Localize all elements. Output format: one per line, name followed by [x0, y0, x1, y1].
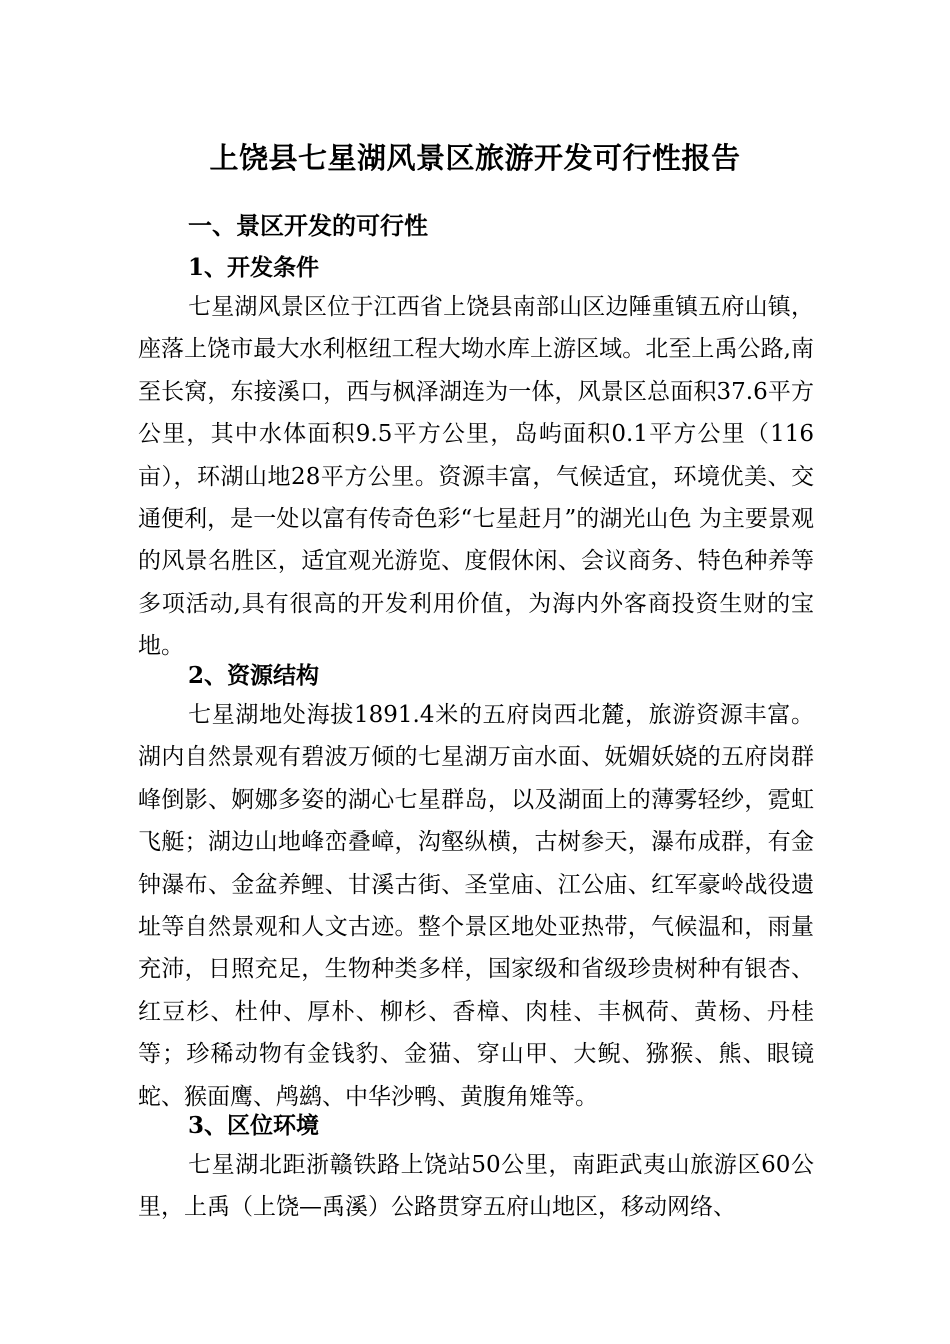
paragraph-development-conditions: 七星湖风景区位于江西省上饶县南部山区边陲重镇五府山镇，座落上饶市最大水利枢纽工程大坳水库上游区域。北至上禹公路,南至长窝，东接溪口，西与枫泽湖连为一体，风景区总面积37.6平方公里，其中水体面积9.5平方公里，岛屿面积0.1平方公里（116亩），环湖山地28平方公里。资源丰富，气候适宜，环境优美、交通便利，是一处以富有传奇色彩“七星赶月”的湖光山色 为主要景观的风景名胜区，适宜观光游览、度假休闲、会议商务、特色种养等多项活动,具有很高的开发利用价值，为海内外客商投资生财的宝地。 — [138, 294, 814, 660]
paragraph-location: 七星湖北距浙赣铁路上饶站50公里，南距武夷山旅游区60公里，上禹（上饶—禹溪）公路贯穿五府山地区，移动网络、 — [138, 1152, 814, 1221]
subsection-title-resource-structure: 2、资源结构 — [188, 662, 320, 689]
subsection-title-location: 3、区位环境 — [188, 1112, 320, 1139]
paragraph-resource-structure: 七星湖地处海拔1891.4米的五府岗西北麓，旅游资源丰富。湖内自然景观有碧波万倾的七星湖万亩水面、妩媚妖娆的五府岗群峰倒影、婀娜多姿的湖心七星群岛，以及湖面上的薄雾轻纱，霓虹飞艇；湖边山地峰峦叠嶂，沟壑纵横，古树参天，瀑布成群，有金钟瀑布、金盆养鲤、甘溪古街、圣堂庙、江公庙、红军豪岭战役遗址等自然景观和人文古迹。整个景区地处亚热带，气候温和，雨量充沛，日照充足，生物种类多样，国家级和省级珍贵树种有银杏、红豆杉、杜仲、厚朴、柳杉、香樟、肉桂、丰枫荷、黄杨、丹桂等；珍稀动物有金钱豹、金猫、穿山甲、大鲵、猕猴、熊、眼镜蛇、猴面鹰、鸬鹚、中华沙鸭、黄腹角雉等。 — [138, 702, 814, 1110]
section-heading: 一、景区开发的可行性 — [188, 212, 428, 240]
subsection-title-development-conditions: 1、开发条件 — [188, 254, 320, 281]
document-title: 上饶县七星湖风景区旅游开发可行性报告 — [209, 141, 741, 175]
